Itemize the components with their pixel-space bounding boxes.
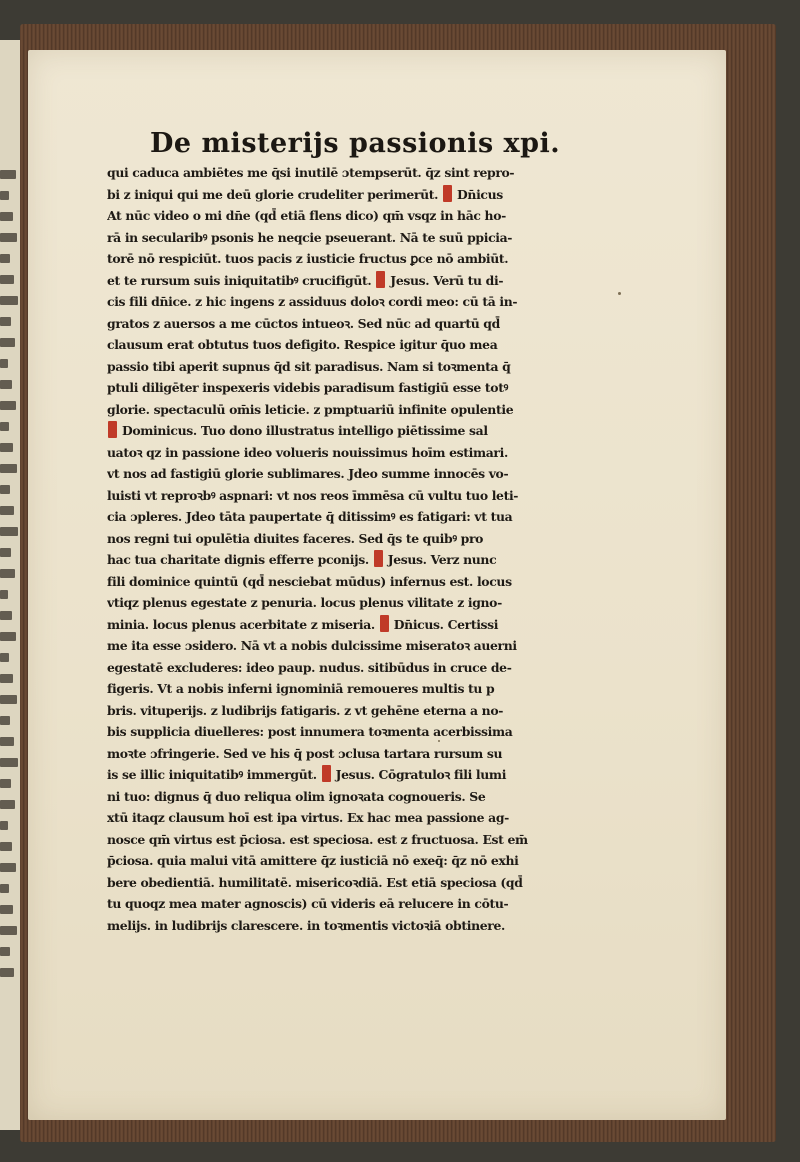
text-line: p̄ciosa. quia malui vitā amittere q̄z iusticiā nō exeq̄: q̄z nō exhi bbox=[107, 853, 519, 868]
facing-page-text-fragment bbox=[0, 506, 14, 515]
text-line: xtū itaqz clausum hoī est ipa virtus. Ex hac mea passione ag- bbox=[107, 810, 509, 825]
facing-page-text-fragment bbox=[0, 569, 15, 578]
rubric-paragraph-mark bbox=[108, 421, 117, 438]
facing-page-text-fragment bbox=[0, 464, 17, 473]
rubric-paragraph-mark bbox=[380, 615, 389, 632]
text-block bbox=[107, 162, 601, 936]
text-line: rā in secularibꝰ psonis he neqcie pseuerant. Nā te suū ppicia- bbox=[107, 229, 513, 245]
text-line: figeris. Vt a nobis inferni ignominiā remoueres multis tu p bbox=[107, 681, 495, 696]
text-line: bi z iniqui qui me deū glorie crudeliter perimerūt. Dn̄icus bbox=[107, 186, 503, 202]
text-line: ptuli diligēter inspexeris videbis paradisum fastigiū esse totꝰ bbox=[107, 380, 508, 395]
facing-page-text-fragment bbox=[0, 968, 14, 977]
text-line: me ita esse ɔsidero. Nā vt a nobis dulcissime miseratoꝛ auerni bbox=[107, 638, 517, 653]
text-line: hac tua charitate dignis efferre pconijs. Jesus. Verz nunc bbox=[107, 552, 497, 567]
text-line: vtiqz plenus egestate z penuria. locus plenus vilitate z igno- bbox=[107, 595, 502, 610]
text-line: ni tuo: dignus q̄ duo reliqua olim ignoꝛata cognoueris. Se bbox=[107, 788, 486, 804]
facing-page-text-fragment bbox=[0, 401, 16, 410]
text-line: passio tibi aperit supnus q̄d sit paradisus. Nam si toꝛmenta q̄ bbox=[107, 358, 511, 374]
text-line: cis fili dn̄ice. z hic ingens z assiduus doloꝛ cordi meo: cū tā in- bbox=[107, 294, 518, 309]
facing-page-text-fragment bbox=[0, 632, 16, 641]
facing-page-text-fragment bbox=[0, 275, 14, 284]
facing-page-text-fragment bbox=[0, 821, 8, 830]
facing-page-text-fragment bbox=[0, 317, 11, 326]
facing-page-text-fragment bbox=[0, 695, 17, 704]
paper-speck bbox=[618, 292, 621, 295]
text-line: glorie. spectaculū om̄is leticie. z pmptuariū infinite opulentie bbox=[107, 401, 514, 417]
text-line: torē nō respiciūt. tuos pacis z iusticie fructus ꝑce nō ambiūt. bbox=[107, 251, 509, 266]
facing-page-text-fragment bbox=[0, 422, 9, 431]
text-line: bere obedientiā. humilitatē. misericoꝛdiā. Est etiā speciosa (qd̄ bbox=[107, 874, 523, 890]
facing-page-text-fragment bbox=[0, 611, 12, 620]
facing-page-text-fragment bbox=[0, 947, 10, 956]
text-line: uatoꝛ qz in passione ideo volueris nouissimus hoīm estimari. bbox=[107, 444, 508, 460]
text-line: melijs. in ludibrijs clarescere. in toꝛmentis victoꝛiā obtinere. bbox=[107, 917, 505, 933]
text-line: bis supplicia diuelleres: post innumera toꝛmenta acerbissima bbox=[107, 724, 513, 739]
text-line: nos regni tui opulētia diuites faceres. Sed q̄s te quibꝰ pro bbox=[107, 530, 484, 546]
rubric-paragraph-mark bbox=[374, 550, 383, 567]
facing-page-text-fragment bbox=[0, 800, 15, 809]
text-line: gratos z auersos a me cūctos intueoꝛ. Sed nūc ad quartū qd̄ bbox=[107, 315, 500, 331]
facing-page-text-fragment bbox=[0, 674, 13, 683]
text-line: cia ɔpleres. Jdeo tāta paupertate q̄ ditissimꝰ es fatigari: vt tua bbox=[107, 509, 513, 524]
text-line: luisti vt reproꝛbꝰ aspnari: vt nos reos īmmēsa cū vultu tuo leti- bbox=[107, 487, 519, 503]
facing-page-text-fragment bbox=[0, 548, 11, 557]
facing-page-text-fragment bbox=[0, 653, 9, 662]
text-line: fili dominice quintū (qd̄ nesciebat mūdus) infernus est. locus bbox=[107, 573, 512, 589]
page-heading: De misterijs passionis xpi. bbox=[150, 128, 561, 159]
facing-page-text-fragment bbox=[0, 338, 15, 347]
text-line: minia. locus plenus acerbitate z miseria. Dn̄icus. Certissi bbox=[107, 616, 499, 632]
facing-page-text-fragment bbox=[0, 380, 12, 389]
text-line: vt nos ad fastigiū glorie sublimares. Jdeo summe innocēs vo- bbox=[107, 466, 509, 481]
rubric-paragraph-mark bbox=[376, 271, 385, 288]
text-line: nosce qm̄ virtus est p̄ciosa. est speciosa. est z fructuosa. Est em̄ bbox=[107, 831, 528, 847]
facing-page-text-fragment bbox=[0, 443, 13, 452]
facing-page-text-fragment bbox=[0, 884, 9, 893]
text-line: Dominicus. Tuo dono illustratus intelligo piētissime sal bbox=[107, 420, 601, 442]
facing-page-text-fragment bbox=[0, 233, 17, 242]
facing-page-text-fragment bbox=[0, 296, 18, 305]
facing-page-text-fragment bbox=[0, 863, 16, 872]
facing-page-text-fragment bbox=[0, 926, 17, 935]
text-line: qui caduca ambiētes me q̄si inutilē ɔtempserūt. q̄z sint repro- bbox=[107, 165, 515, 180]
facing-page-text-fragment bbox=[0, 905, 13, 914]
rubric-paragraph-mark bbox=[322, 765, 331, 782]
facing-page-text-fragment bbox=[0, 590, 8, 599]
facing-page-text-fragment bbox=[0, 191, 9, 200]
facing-page-text-fragment bbox=[0, 212, 13, 221]
facing-page-text-fragment bbox=[0, 737, 14, 746]
text-line: clausum erat obtutus tuos defigito. Respice igitur q̄uo mea bbox=[107, 337, 498, 352]
text-line: moꝛte ɔfringerie. Sed ve his q̄ post ɔclusa tartara rursum su bbox=[107, 745, 503, 761]
facing-page-text-fragment bbox=[0, 359, 8, 368]
text-line: tu quoqz mea mater agnoscis) cū videris eā relucere in cōtu- bbox=[107, 896, 509, 911]
facing-page-text-fragment bbox=[0, 254, 10, 263]
rubric-paragraph-mark bbox=[443, 185, 452, 202]
text-line: et te rursum suis iniquitatibꝰ crucifigūt. Jesus. Verū tu di- bbox=[107, 272, 504, 288]
facing-page-text-fragment bbox=[0, 842, 12, 851]
facing-page-text-fragment bbox=[0, 779, 11, 788]
text-line: egestatē excluderes: ideo paup. nudus. sitibūdus in cruce de- bbox=[107, 659, 512, 675]
text-line: is se illic iniquitatibꝰ immergūt. Jesus. Cōgratuloꝛ fili lumi bbox=[107, 767, 507, 782]
facing-page-text-fragment bbox=[0, 758, 18, 767]
text-line: bris. vituperijs. z ludibrijs fatigaris. z vt gehēne eterna a no- bbox=[107, 702, 504, 718]
facing-page-text-fragment bbox=[0, 527, 18, 536]
facing-page-text-fragment bbox=[0, 716, 10, 725]
facing-page-text-fragment bbox=[0, 170, 16, 179]
text-line: At nūc video o mi dn̄e (qd̄ etiā flens dico) qm̄ vsqz in hāc ho- bbox=[107, 208, 506, 223]
facing-page-text-fragment bbox=[0, 485, 10, 494]
